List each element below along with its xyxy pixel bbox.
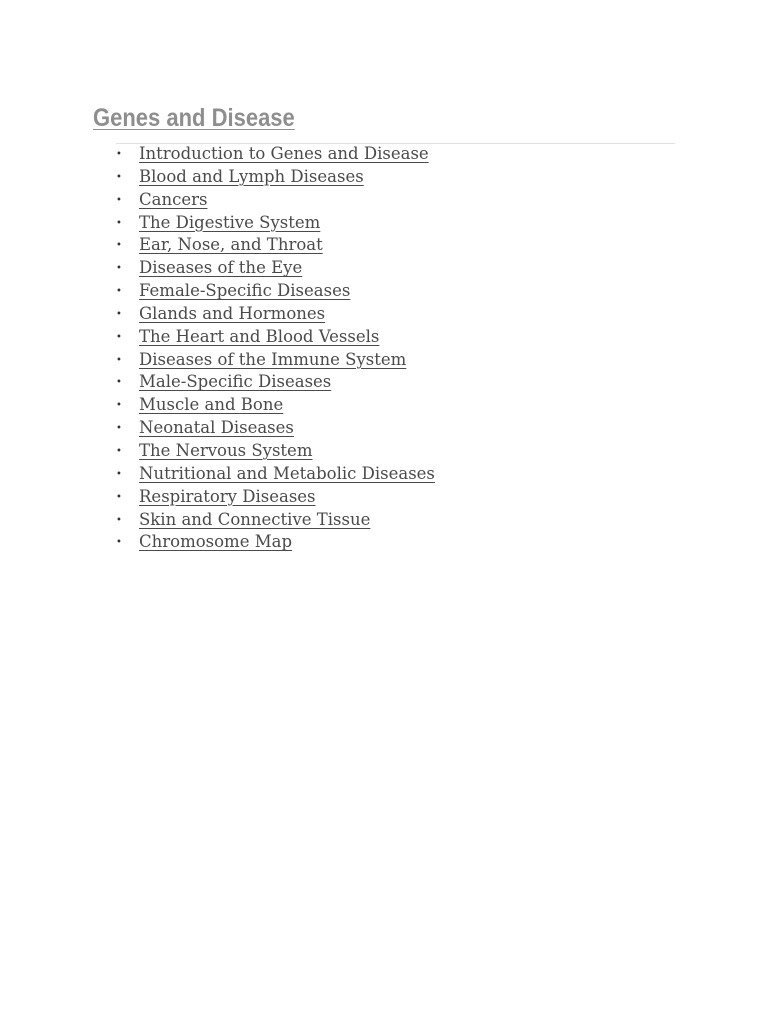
list-item (116, 463, 435, 486)
list-item (116, 440, 435, 463)
bullet-icon: • (116, 377, 122, 389)
topic-link[interactable]: Nutritional and Metabolic Diseases (139, 463, 435, 483)
topic-link[interactable]: Neonatal Diseases (139, 418, 294, 438)
list-item (116, 234, 435, 257)
list-item (116, 326, 435, 349)
bullet-icon: • (116, 354, 122, 366)
bullet-icon: • (116, 514, 122, 526)
list-item (116, 394, 435, 417)
topic-link[interactable]: Chromosome Map (139, 532, 293, 552)
list-item (116, 371, 435, 394)
topic-link[interactable]: Diseases of the Eye (139, 258, 303, 278)
bullet-icon: • (116, 194, 122, 206)
bullet-icon: • (116, 491, 122, 503)
topic-link[interactable]: Skin and Connective Tissue (139, 509, 371, 529)
list-item (116, 509, 435, 532)
topic-link[interactable]: Male-Specific Diseases (139, 372, 332, 392)
list-item (116, 257, 435, 280)
list-item (116, 166, 435, 189)
list-item (116, 189, 435, 212)
list-item (116, 349, 435, 372)
bullet-icon: • (116, 308, 122, 320)
topic-link[interactable]: The Heart and Blood Vessels (139, 326, 380, 346)
bullet-icon: • (116, 445, 122, 457)
list-item (116, 486, 435, 509)
topic-link[interactable]: Cancers (139, 189, 208, 209)
bullet-icon: • (116, 263, 122, 275)
topic-link[interactable]: Glands and Hormones (139, 303, 326, 323)
topic-link[interactable]: Blood and Lymph Diseases (139, 166, 364, 186)
topic-link[interactable]: Muscle and Bone (139, 395, 284, 415)
topic-link[interactable]: Ear, Nose, and Throat (139, 235, 323, 255)
topic-list (116, 143, 435, 554)
list-item (116, 303, 435, 326)
bullet-icon: • (116, 400, 122, 412)
bullet-icon: • (116, 149, 122, 160)
list-item (116, 417, 435, 440)
bullet-icon: • (116, 286, 122, 298)
bullet-icon: • (116, 331, 122, 343)
topic-link[interactable]: Diseases of the Immune System (139, 349, 407, 369)
bullet-icon: • (116, 468, 122, 480)
bullet-icon: • (116, 171, 122, 183)
topic-link[interactable]: The Digestive System (139, 212, 321, 232)
bullet-icon: • (116, 217, 122, 229)
bullet-icon: • (116, 537, 122, 549)
list-item (116, 531, 435, 554)
topic-link[interactable]: Respiratory Diseases (139, 486, 316, 506)
topic-link[interactable]: Introduction to Genes and Disease (139, 144, 429, 163)
list-item (116, 212, 435, 235)
list-item (116, 280, 435, 303)
topic-link[interactable]: The Nervous System (139, 440, 313, 460)
bullet-icon: • (116, 240, 122, 252)
topic-link[interactable]: Female-Specific Diseases (139, 281, 351, 301)
list-item (116, 143, 435, 166)
page-title: Genes and Disease (93, 104, 295, 132)
bullet-icon: • (116, 423, 122, 435)
